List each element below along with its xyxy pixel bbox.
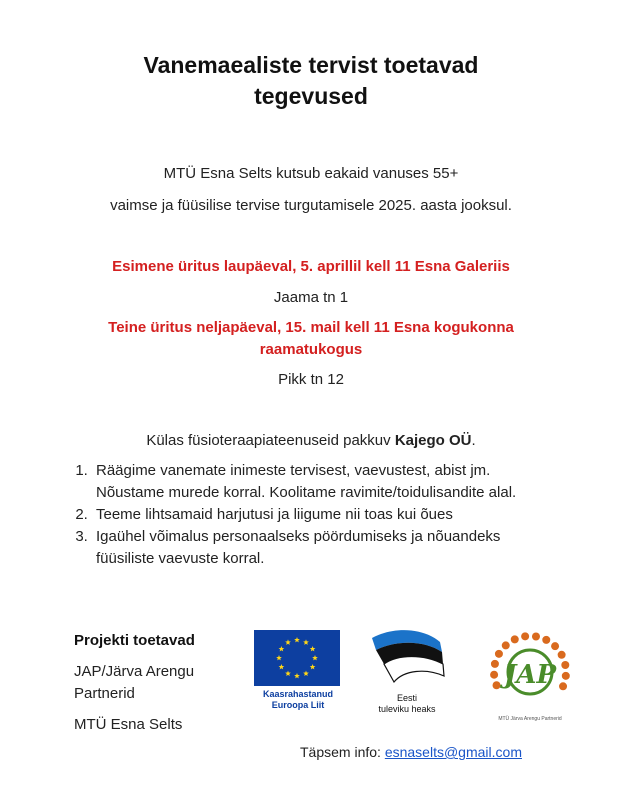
jap-dot-icon: [561, 661, 569, 669]
jap-dot-icon: [558, 651, 566, 659]
eesti-logo: [364, 626, 450, 715]
jap-dot-icon: [495, 650, 503, 658]
eu-caption: [254, 689, 342, 711]
jap-dot-icon: [562, 672, 570, 680]
jap-logo: [484, 628, 576, 722]
guest-prefix: Külas füsioteraapiateenuseid pakkuv: [146, 432, 395, 449]
jap-monogram: JAP: [503, 660, 557, 690]
list-item: 1. Räägime vanemate inimeste tervisest, vaevustest, abist jm. Nõustame murede korral. Koolitame ravimite/toidulisandite alal.: [92, 460, 562, 504]
jap-dot-icon: [493, 681, 501, 689]
sponsor-esna-selts: MTÜ Esna Selts: [74, 716, 183, 733]
jap-dot-icon: [511, 635, 519, 643]
sponsor-jap: JAP/Järva Arengu Partnerid: [74, 663, 195, 702]
list-item: 2. Teeme lihtsamaid harjutusi ja liigume nii toas kui õues: [92, 504, 562, 526]
event-1-address: Jaama tn 1: [273, 289, 349, 306]
list-item: 3. Igaühel võimalus personaalseks pöördumiseks ja nõuandeks füüsiliste vaevuste korral.: [92, 526, 562, 570]
jap-caption: MTÜ Järva Arengu Partnerid: [498, 716, 562, 722]
email-link[interactable]: esnaselts@gmail.com: [384, 744, 522, 760]
intro-line-1: MTÜ Esna Selts kutsub eakaid vanuses 55+: [163, 165, 459, 182]
jap-dot-icon: [551, 642, 559, 650]
jap-dot-icon: [491, 660, 499, 668]
eu-flag-icon: [254, 630, 340, 686]
eesti-caption: [364, 693, 450, 715]
contact-label: Täpsem info:: [300, 744, 385, 760]
event-2-title-line-2: raamatukogus: [259, 341, 363, 358]
jap-dot-icon: [521, 632, 529, 640]
event-2-title-line-1: Teine üritus neljapäeval, 15. mail kell 11 Esna kogukonna: [108, 319, 514, 336]
jap-dot-icon: [532, 633, 540, 641]
eesti-flag-wave-icon: [364, 626, 450, 688]
jap-dot-icon: [490, 671, 498, 679]
eu-caption-line-1: Kaasrahastanud: [262, 689, 334, 699]
title-line-1: Vanemaealiste tervist toetavad: [143, 52, 479, 78]
event-1-title: Esimene üritus laupäeval, 5. aprillil kell 11 Esna Galeriis: [112, 258, 510, 275]
jap-dot-icon: [559, 682, 567, 690]
eesti-caption-line-2: tuleviku heaks: [378, 704, 436, 714]
contact-info: [300, 744, 522, 760]
guest-suffix: .: [471, 432, 476, 449]
jap-dot-icon: [502, 641, 510, 649]
intro-line-2: vaimse ja füüsilise tervise turgutamisele 2025. aasta jooksul.: [110, 197, 512, 214]
guest-company: Kajego OÜ: [394, 432, 472, 449]
eu-caption-line-2: Euroopa Liit: [271, 700, 325, 710]
jap-dot-icon: [542, 636, 550, 644]
jap-emblem-icon: [484, 628, 576, 710]
eesti-caption-line-1: Eesti: [396, 693, 417, 703]
activities-list: [72, 460, 562, 570]
sponsors-heading: Projekti toetavad: [74, 632, 195, 649]
eu-logo: [254, 630, 342, 711]
event-2-address: Pikk tn 12: [278, 371, 344, 388]
page-title: [60, 50, 562, 112]
title-line-2: tegevused: [254, 83, 368, 109]
guest-line: [20, 431, 602, 451]
